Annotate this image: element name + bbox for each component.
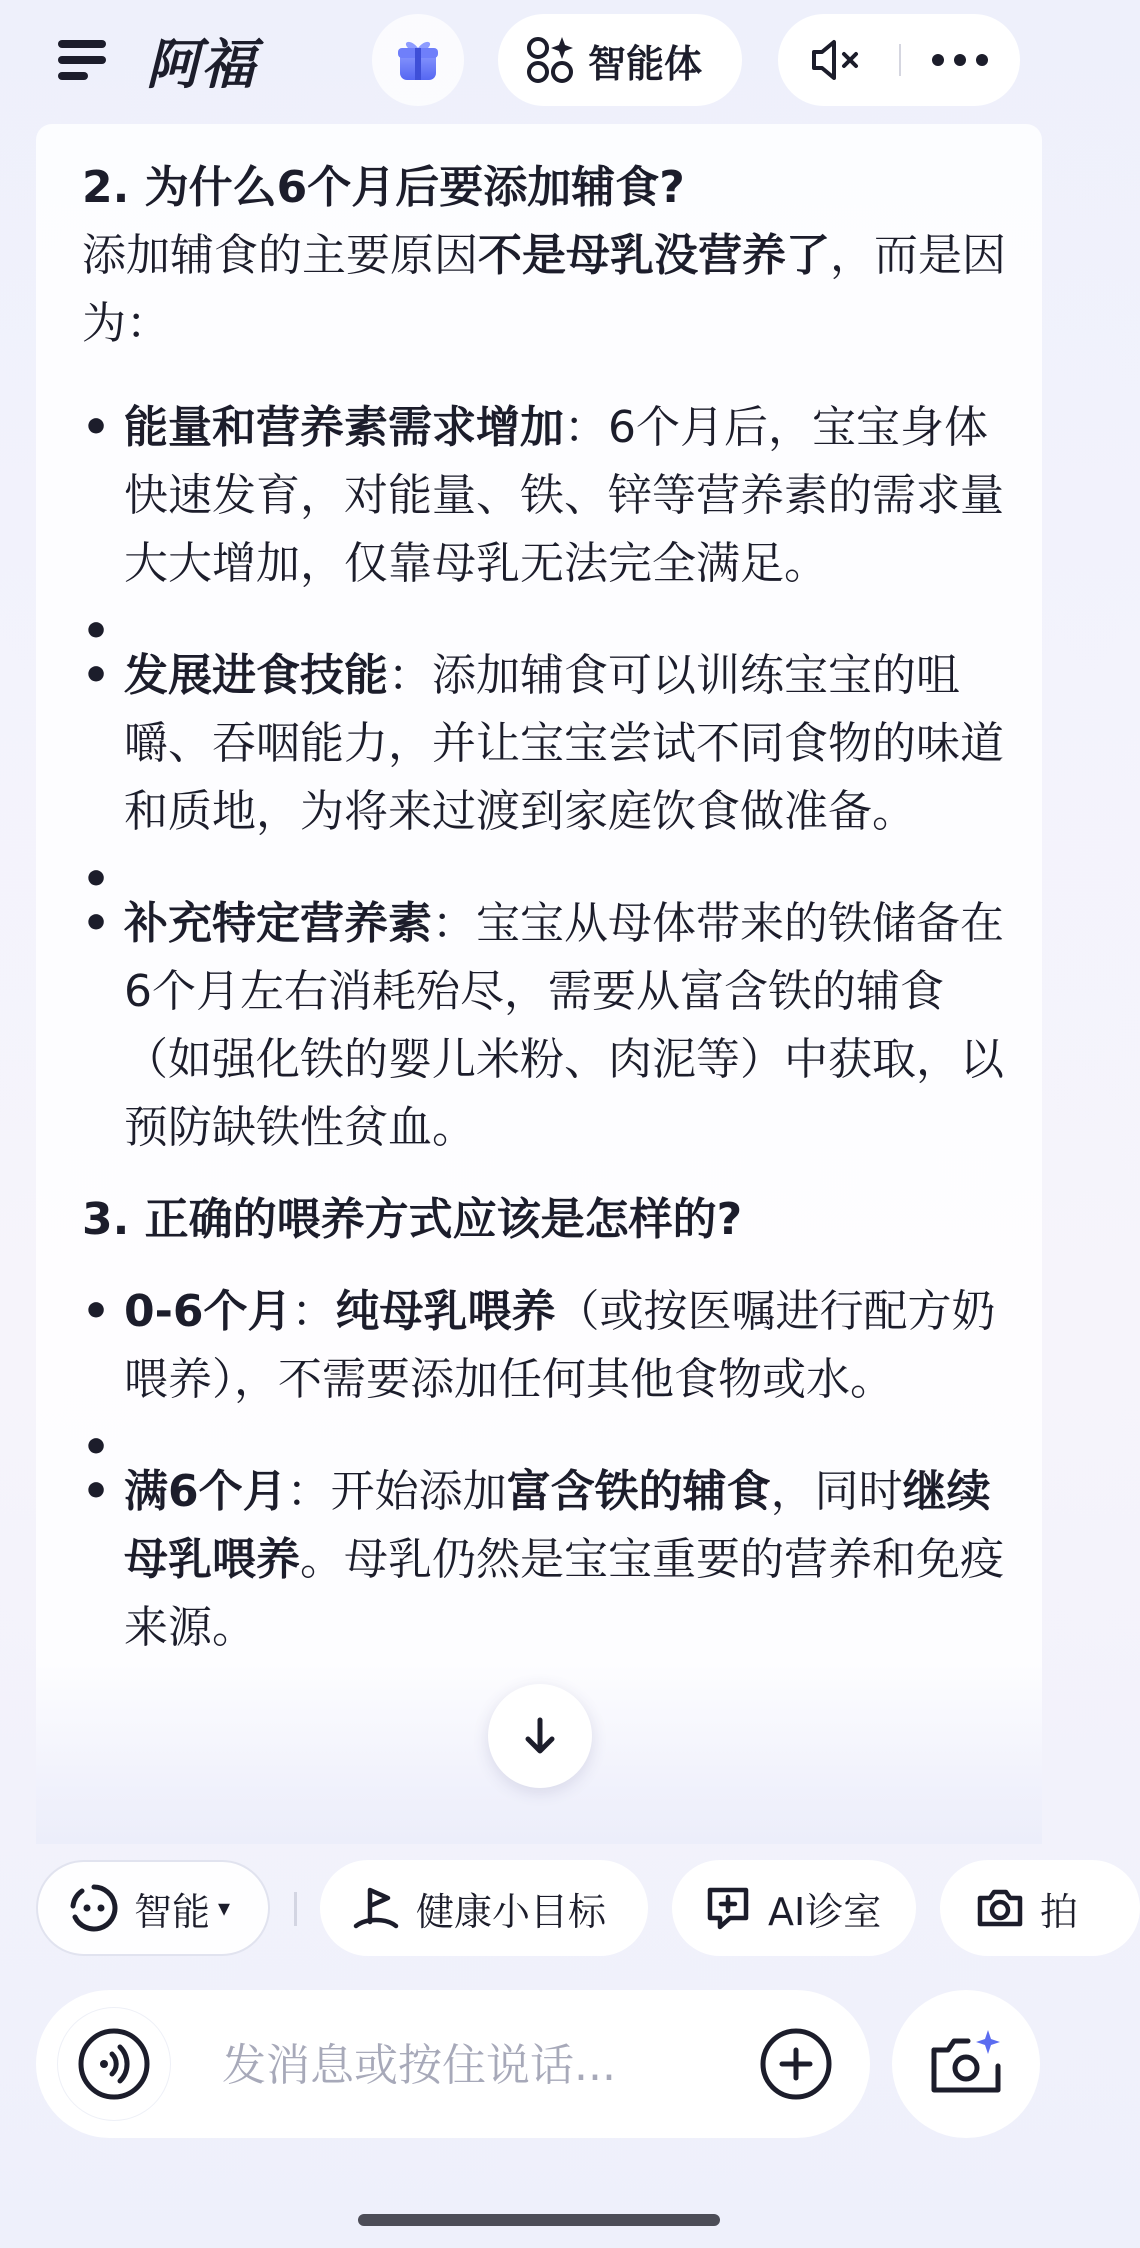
- agent-button[interactable]: [498, 14, 742, 106]
- list-item: [82, 890, 1022, 1162]
- answer-card: [36, 124, 1042, 1844]
- text: ：6个月后，宝宝身体快速发育，对能量、铁、锌等营养素的需求量大大增加，仅靠母乳无法完全满足。: [124, 402, 1004, 589]
- text: ：开始添加: [286, 1466, 507, 1517]
- section-heading: 3. 正确的喂养方式应该是怎样的?: [82, 1194, 743, 1245]
- list-item: [82, 1278, 1022, 1414]
- section-heading: 2. 为什么6个月后要添加辅食?: [82, 162, 685, 213]
- chevron-down-icon: ▾: [218, 1894, 231, 1922]
- header-controls: [778, 14, 1020, 106]
- grid-sparkle-icon: [524, 34, 576, 86]
- photo-chip[interactable]: [940, 1860, 1140, 1956]
- divider: [294, 1892, 297, 1926]
- text: ，而是因为：: [82, 230, 1006, 349]
- text: 。母乳仍然是宝宝重要的营养和免疫来源。: [124, 1534, 1004, 1653]
- bullet-list: [82, 1278, 1022, 1662]
- bullet-list: [82, 394, 1022, 1162]
- bold-text: 能量和营养素需求增加: [124, 402, 564, 453]
- gift-button[interactable]: [372, 14, 464, 106]
- text: ，同时: [770, 1466, 903, 1517]
- list-item: [82, 394, 1022, 598]
- scroll-to-bottom-button[interactable]: [488, 1684, 592, 1788]
- text: ：添加辅食可以训练宝宝的咀嚼、吞咽能力，并让宝宝尝试不同食物的味道和质地，为将来过渡到家庭饮食做准备。: [124, 650, 1004, 837]
- smart-mode-label: 智能: [134, 1889, 211, 1934]
- camera-icon: [974, 1882, 1026, 1934]
- add-circle-icon[interactable]: [758, 2026, 834, 2102]
- text: 添加辅食的主要原因: [82, 230, 478, 281]
- message-input[interactable]: [222, 2034, 662, 2096]
- bold-text: 0-6个月: [124, 1286, 292, 1337]
- more-dots-icon[interactable]: [930, 50, 990, 70]
- list-item: [82, 642, 1022, 846]
- health-goal-label: 健康小目标: [416, 1889, 607, 1934]
- text: ：宝宝从母体带来的铁储备在6个月左右消耗殆尽，需要从富含铁的辅食（如强化铁的婴儿米粉、肉泥等）中获取，以预防缺铁性贫血。: [124, 898, 1004, 1153]
- bold-text: 富含铁的辅食: [506, 1466, 771, 1517]
- list-item: [82, 1458, 1022, 1662]
- camera-button[interactable]: [892, 1990, 1040, 2138]
- arrow-down-icon: [518, 1714, 562, 1758]
- camera-sparkle-icon: [928, 2026, 1004, 2102]
- menu-icon[interactable]: [52, 30, 112, 90]
- home-indicator[interactable]: [358, 2214, 720, 2226]
- bold-text: 满6个月: [124, 1466, 287, 1517]
- speaker-mute-icon[interactable]: [808, 36, 862, 84]
- divider: [899, 44, 901, 76]
- bold-text: 纯母乳喂养: [335, 1286, 556, 1337]
- smart-mode-dropdown[interactable]: [36, 1860, 270, 1956]
- voice-wave-icon: [76, 2026, 152, 2102]
- smart-mode-icon: [68, 1882, 120, 1934]
- bold-text: 继续母乳喂养: [124, 1466, 991, 1585]
- bold-text: 补充特定营养素: [124, 898, 432, 949]
- text: （或按医嘱进行配方奶喂养），不需要添加任何其他食物或水。: [124, 1286, 996, 1405]
- text: ：: [291, 1286, 336, 1337]
- paragraph: [82, 222, 1022, 358]
- flag-icon: [350, 1882, 402, 1934]
- message-bar: [36, 1990, 870, 2138]
- bold-text: 不是母乳没营养了: [478, 230, 830, 281]
- ai-clinic-label: AI诊室: [768, 1889, 882, 1934]
- gift-icon: [392, 34, 444, 86]
- medical-chat-icon: [702, 1882, 754, 1934]
- photo-label: 拍: [1040, 1889, 1079, 1934]
- top-bar: [0, 0, 1058, 122]
- app-title: 阿福: [146, 33, 256, 96]
- quick-chips: [0, 1860, 1079, 1960]
- answer-content: [82, 154, 1022, 1662]
- ai-clinic-chip[interactable]: [672, 1860, 916, 1956]
- bold-text: 发展进食技能: [124, 650, 388, 701]
- agent-label: 智能体: [588, 41, 703, 86]
- health-goal-chip[interactable]: [320, 1860, 648, 1956]
- voice-button[interactable]: [58, 2008, 170, 2120]
